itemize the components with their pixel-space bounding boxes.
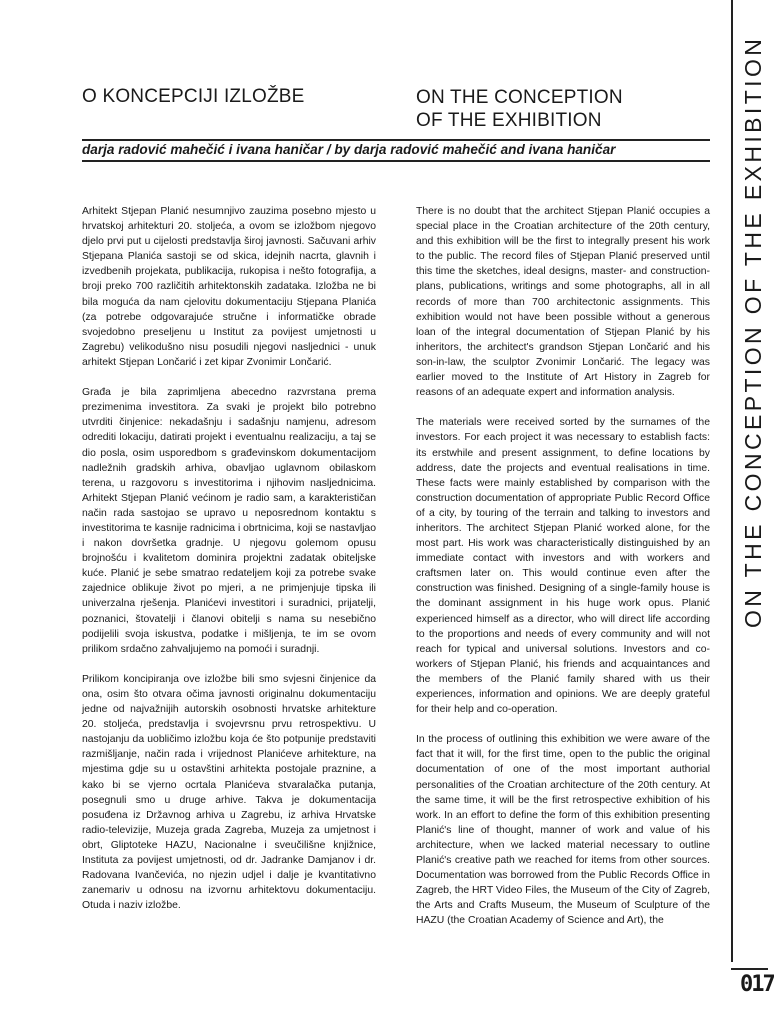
croatian-text-column [82,204,376,929]
paragraph-en-2: The materials were received sorted by the surnames of the investors. For each project it was necessary to establish facts: its erstwhile and present assignment, to define locations by address, date the projects and eventual realisations in time. These facts were mainly established by comparison with the construction documentation of appropriate Public Record Office of a city, by touring of the terrain and talking to investors and inheritors. The architect Stjepan Planić worked alone, for the most part. His work was characteristically distinguished by an immediate contact with investors and with workers and craftsmen later on. This would continue even after the construction was finished. Designing of a single-family house is the dominant assignment in his huge work opus. Planić experienced himself as a director, who will direct life according to the proportions and needs of every community and will not reach for typical and universal solutions. Investors and co-workers of Stjepan Planić, his friends and acquaintances and the members of the Planić family shared with us their experiences, information and opinions. We are deeply grateful for their help and co-operation. [416,417,710,716]
page-number: 017 [740,972,774,997]
paragraph-hr-3: Prilikom koncipiranja ove izložbe bili smo svjesni činjenice da ona, osim što otvara očima javnosti originalnu dokumentaciju jedne od najvažnijih autorskih osobnosti hrvatske arhitekture 20. stoljeća, predstavlja i svojevrsnu prvu retrospektivu. U nastojanju da uobličimo izložbu koja će što potpunije predstaviti razmišljanje, način rada i vrijednost Planićeve arhitekture, na mjestima gdje su u ostavštini arhitekta postojale praznine, a kako bi se vjerno ocrtala Planićeva stvaralačka putanja, posegnuli smo u druge arhive. Takva je dokumentacija posuđena iz Državnog arhiva u Zagrebu, iz arhiva Hrvatske radio-televizije, Muzeja grada Zagreba, Muzeja za umjetnost i obrt, Gliptoteke HAZU, Nacionalne i sveučilišne knjižnice, Instituta za povijest umjetnosti, od dr. Jadranke Damjanov i dr. Radovana Ivančevića, no njezin udjel i dalje je kvantitativno zanemariv u odnosu na izvornu arhitektovu dokumentaciju. Otuda i naziv izložbe. [82,673,376,912]
byline: darja radović mahečić i ivana haničar / by darja radović mahečić and ivana haničar [82,142,616,157]
page-number-rule [731,968,768,970]
title-english-line-2: OF THE EXHIBITION [416,110,602,131]
paragraph-en-3: In the process of outlining this exhibition we were aware of the fact that it will, for the first time, open to the public the original documentation of one of the most important authorial personalities of the Croatian architecture of the 20th century. At the same time, it will be the first retrospective exhibition of his work. In an effort to define the form of this exhibition presenting Planić's line of thought, manner of work and value of his architecture, when we lacked material necessary to outline Planić's creative path we reached for items from other sources. Documentation was borrowed from the Public Records Office in Zagreb, the HRT Video Files, the Museum of the City of Zagreb, the Arts and Crafts Museum, the Museum of Sculpture of the HAZU (the Croatian Academy of Science and Art), the [416,734,710,927]
paragraph-hr-2: Građa je bila zaprimljena abecedno razvrstana prema prezimenima investitora. Za svaki je projekt bilo potrebno utvrditi činjenice: nekadašnju i sadašnju namjenu, adresom odrediti lokaciju, datirati projekt i eventualnu realizaciju, a taj se dio posla, osim usporedbom s građevinskom dokumentacijom nadležnih gradskih arhiva, obavljao uglavnom obilaskom terena, u razgovoru s investitorima i njihovim nasljednicima. Arhitekt Stjepan Planić većinom je radio sam, a karakterističan način rada sastojao se upravo u neposrednom kontaktu s investitorima te kasnije radnicima i obrtnicima, koji se nastavljao i nakon dovršetka gradnje. U njegovu golemom opusu brojnošću i kvalitetom dominira projektni zadatak obiteljske kuće. Planić je sebe smatrao redateljem koji za potrebe svake zajednice oblikuje život po mjeri, a ne primjenjuje tipska ili univerzalna rješenja. Planićevi investitori i suradnici, prijatelji, poznanici, štovatelji i članovi obitelji s nama su nesebično podijelili svoja iskustva, podatke i mišljenja, te im se ovom prilikom srdačno zahvaljujemo na pomoći i suradnji. [82,387,376,655]
vertical-section-title: ON THE CONCEPTION OF THE EXHIBITION [740,35,766,628]
title-english-line-1: ON THE CONCEPTION [416,87,623,108]
english-text-column [416,204,710,944]
paragraph-en-1: There is no doubt that the architect Stjepan Planić occupies a special place in the Croatian architecture of the 20th century, and this exhibition will be the first to integrally present his work to the public. The record files of Stjepan Planić preserved until this time the sketches, ideal designs, master- and construction-plans, publications, writings and some photographs, all in all records of more than 700 architectonic assignments. This exhibition would not have been possible without a generous loan of the integral documentation of Stjepan Planić by his inheritors, the architect's grandson Stjepan Lončarić and his son-in-law, the sculptor Zvonimir Lončarić. The legacy was earlier moved to the Institute of Art History in Zagreb for reasons of an adequate expert and information analysis. [416,206,710,399]
page-title-croatian: O KONCEPCIJI IZLOŽBE [82,86,305,107]
sidebar-divider [731,0,733,962]
page-title-english [416,86,623,132]
byline-bottom-rule [82,160,710,162]
byline-top-rule [82,139,710,141]
paragraph-hr-1: Arhitekt Stjepan Planić nesumnjivo zauzima posebno mjesto u hrvatskoj arhitekturi 20. stoljeća, a ovom se izložbom njegovo djelo prvi put u cijelosti predstavlja široj javnosti. Sačuvani arhiv Stjepana Planića sastoji se od skica, idejnih nacrta, glavnih i izvedbenih projekata, publikacija, rukopisa i nešto fotografija, a broji preko 700 različitih arhitektonskih zadataka. Izložba ne bi bila moguća da nam cjelovitu dokumentaciju Stjepana Planića (za potrebe odgovarajuće stručne i informatičke obrade svojedobno preseljenu u Institut za povijest umjetnosti u Zagrebu) velikodušno nisu posudili njegovi nasljednici - unuk arhitekt Stjepan Lončarić i zet kipar Zvonimir Lončarić. [82,206,376,368]
